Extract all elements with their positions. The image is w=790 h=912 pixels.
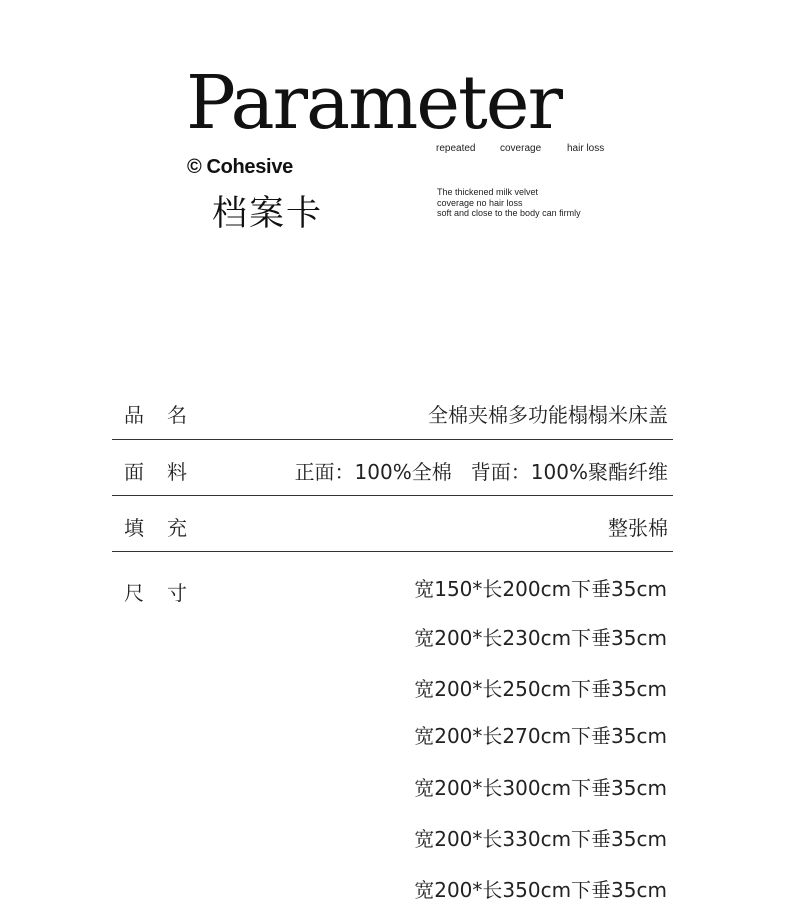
card-title: 档案卡: [212, 194, 324, 234]
row-value: 整张棉: [608, 516, 668, 540]
product-description: [437, 187, 581, 219]
size-item: 宽200*长270cm下垂35cm: [414, 724, 667, 748]
size-item: 宽200*长300cm下垂35cm: [414, 776, 667, 800]
row-value: 正面：100%全棉 背面：100%聚酯纤维: [294, 460, 668, 484]
size-item: 宽200*长350cm下垂35cm: [414, 878, 667, 902]
copyright-icon: ©: [187, 156, 202, 178]
tag-repeated: repeated: [436, 143, 476, 154]
row-filling: [112, 512, 673, 552]
description-line: The thickened milk velvet: [437, 187, 539, 197]
row-fabric: [112, 456, 673, 496]
size-item: 宽200*长250cm下垂35cm: [414, 677, 667, 701]
row-value: 全棉夹棉多功能榻榻米床盖: [428, 403, 668, 427]
tag-hair-loss: hair loss: [567, 143, 605, 154]
row-label: 尺寸: [124, 581, 210, 605]
size-item: 宽200*长330cm下垂35cm: [414, 827, 667, 851]
row-label: 品名: [124, 403, 210, 427]
description-line: coverage no hair loss: [437, 197, 523, 208]
tag-coverage: coverage: [500, 143, 542, 154]
row-product-name: [112, 399, 673, 440]
brand-name: [187, 156, 293, 179]
description-line: soft and close to the body can firmly: [437, 208, 581, 218]
tagline: [436, 143, 604, 154]
row-label: 填充: [124, 516, 210, 540]
size-item: 宽200*长230cm下垂35cm: [414, 626, 667, 650]
size-item: 宽150*长200cm下垂35cm: [414, 577, 667, 601]
page-title: Parameter: [186, 60, 561, 146]
brand-label: Cohesive: [206, 156, 293, 178]
row-label: 面料: [124, 460, 210, 484]
